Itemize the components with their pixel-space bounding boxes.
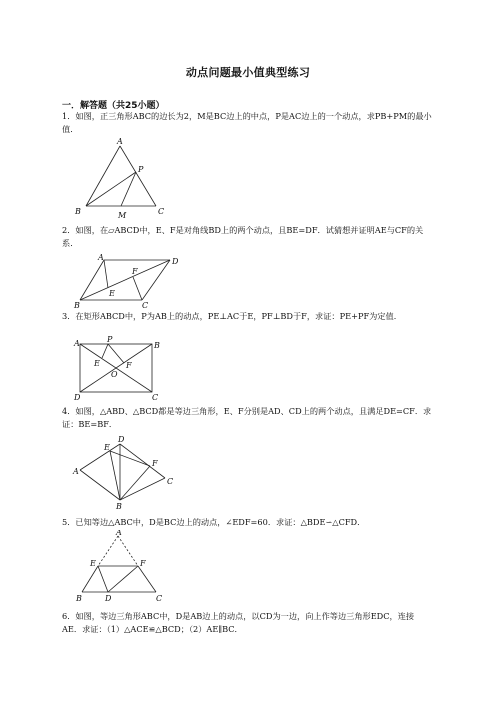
fig2-label-b: B <box>74 301 80 310</box>
question-5: 5．已知等边△ABC中，D是BC边上的动点，∠EDF=60．求证：△BDE∽△CFD． <box>62 517 366 527</box>
fig1-label-a: A <box>117 137 123 146</box>
fig5-label-d: D <box>105 594 112 602</box>
fig5-label-a: A <box>116 530 122 537</box>
question-3: 3．在矩形ABCD中，P为AB上的动点，PE⊥AC于E，PF⊥BD于F，求证：PE+PF为定值． <box>62 311 402 321</box>
fig1-label-p: P <box>138 165 144 174</box>
figure-1-triangle <box>72 136 172 222</box>
fig3-label-o: O <box>111 370 118 379</box>
fig1-label-c: C <box>158 207 165 216</box>
figure-4-triangles <box>70 434 180 510</box>
fig2-label-a: A <box>98 253 104 262</box>
question-4: 4．如图，△ABD、△BCD都是等边三角形，E、F分别是AD、CD上的两个动点，且满足DE=CF．求证：BE=BF． <box>62 406 432 429</box>
fig3-label-b: B <box>154 341 160 350</box>
fig3-label-d: D <box>74 393 81 402</box>
fig2-label-f: F <box>132 267 138 276</box>
fig5-label-c: C <box>156 594 163 602</box>
fig2-label-c: C <box>142 301 149 310</box>
fig4-label-a: A <box>73 467 79 476</box>
fig3-label-e: E <box>94 359 100 368</box>
page-title: 动点问题最小值典型练习 <box>185 66 311 79</box>
fig3-label-a: A <box>74 339 80 348</box>
question-1: 1．如图，正三角形ABC的边长为2，M是BC边上的中点，P是AC边上的一个动点，求PB+PM的最小值． <box>62 111 432 134</box>
fig5-label-e: E <box>90 559 96 568</box>
fig1-label-m: M <box>118 211 127 220</box>
fig3-label-f: F <box>126 361 132 370</box>
fig4-label-d: D <box>118 435 125 444</box>
figure-5-triangle <box>72 530 172 602</box>
fig3-label-c: C <box>152 393 159 402</box>
fig2-label-e: E <box>109 289 115 298</box>
question-6: 6．如图，等边三角形ABC中，D是AB边上的动点，以CD为一边，向上作等边三角形EDC，连接AE．求证：（1）△ACE≌△BCD；（2）AE∥BC． <box>62 611 415 634</box>
fig4-label-b: B <box>116 502 122 510</box>
question-2: 2．如图，在▱ABCD中，E、F是对角线BD上的两个动点，且BE=DF．试猜想并证明AE与CF的关系． <box>62 225 424 248</box>
figure-2-parallelogram <box>72 252 184 310</box>
fig4-label-c: C <box>167 477 174 486</box>
fig5-label-f: F <box>140 559 146 568</box>
fig2-label-d: D <box>172 257 179 266</box>
figure-3-rectangle <box>72 336 164 402</box>
fig5-label-b: B <box>76 594 82 602</box>
section-heading: 一．解答题（共25小题） <box>62 101 165 111</box>
fig3-label-p: P <box>107 336 113 344</box>
fig4-label-f: F <box>152 459 158 468</box>
fig1-label-b: B <box>75 207 81 216</box>
fig4-label-e: E <box>104 443 110 452</box>
